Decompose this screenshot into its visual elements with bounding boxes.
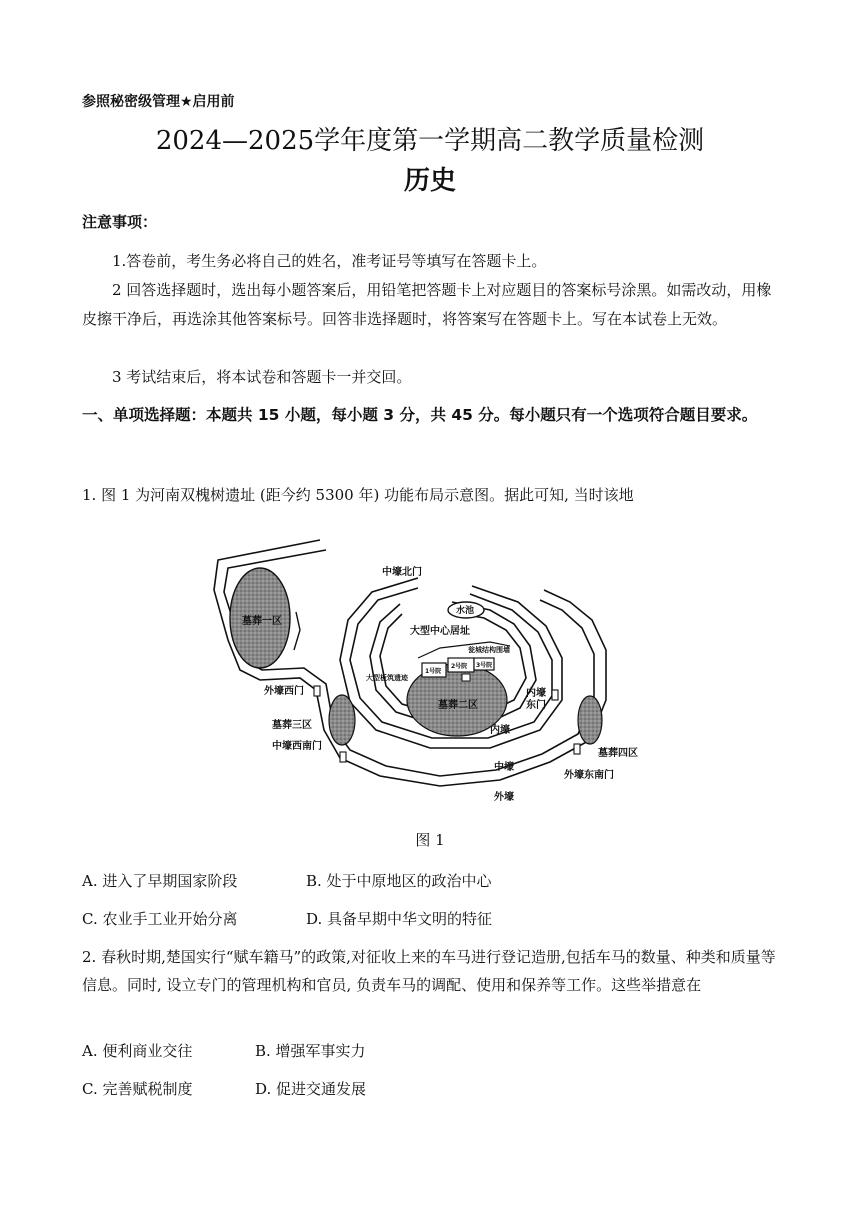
q1-option-a: A. 进入了早期国家阶段 <box>82 872 238 890</box>
q2-option-c: C. 完善赋税制度 <box>82 1080 193 1098</box>
label-cemetery-1: 墓葬一区 <box>242 616 282 627</box>
notice-item-1: 1.答卷前，考生务必将自己的姓名，准考证号等填写在答题卡上。 <box>112 252 547 270</box>
label-middle-sw-gate: 中壕西南门 <box>272 741 322 752</box>
secret-mark: 参照秘密级管理★启用前 <box>82 94 235 110</box>
label-board-site: 大型板筑遗迹 <box>366 674 408 682</box>
label-pool: 水池 <box>456 606 475 616</box>
label-outer-west-gate: 外壕西门 <box>264 686 304 697</box>
label-yard-3: 3号院 <box>476 662 493 669</box>
label-middle-moat: 中壕 <box>494 762 514 773</box>
q2-option-d: D. 促进交通发展 <box>255 1080 367 1098</box>
notice-heading: 注意事项： <box>82 213 158 231</box>
label-yard-1: 1号院 <box>425 668 442 675</box>
subject-title: 历史 <box>403 166 456 196</box>
label-cemetery-2: 墓葬二区 <box>438 700 478 711</box>
q1-option-d: D. 具备早期中华文明的特征 <box>306 910 493 928</box>
label-inner-moat: 内壕 <box>490 725 510 736</box>
notice-item-3: 3 考试结束后，将本试卷和答题卡一并交回。 <box>112 368 412 386</box>
q1-option-b: B. 处于中原地区的政治中心 <box>306 872 492 890</box>
label-inner-east-gate-1: 内壕 <box>526 688 546 699</box>
site-layout-map <box>200 530 638 820</box>
cemetery-4-area <box>578 696 602 744</box>
exam-title: 2024—2025学年度第一学期高二教学质量检测 <box>155 126 705 156</box>
question-1-stem: 1. 图 1 为河南双槐树遗址 (距今约 5300 年) 功能布局示意图。据此可知, 当时该地 <box>82 486 634 504</box>
label-residence: 大型中心居址 <box>410 626 470 637</box>
label-cemetery-4: 墓葬四区 <box>598 748 638 759</box>
label-outer-moat: 外壕 <box>494 792 514 803</box>
label-yard-2: 2号院 <box>451 663 468 670</box>
label-cemetery-3: 墓葬三区 <box>272 720 312 731</box>
label-north-gate: 中壕北门 <box>382 567 422 578</box>
label-wall: 瓮城结构围墙 <box>468 646 510 654</box>
label-outer-se-gate: 外壕东南门 <box>564 770 614 781</box>
section-heading: 一、单项选择题：本题共 15 小题，每小题 3 分，共 45 分。每小题只有一个选项符合题目要求。 <box>82 406 758 424</box>
question-2-stem: 2. 春秋时期,楚国实行“赋车籍马”的政策,对征收上来的车马进行登记造册,包括车马的数量、种类和质量等信息。同时, 设立专门的管理机构和官员, 负责车马的调配、使用和保养等工作。这些举措意在 <box>82 948 776 994</box>
q2-option-b: B. 增强军事实力 <box>255 1042 366 1060</box>
q1-option-c: C. 农业手工业开始分离 <box>82 910 238 928</box>
figure-1-caption: 图 1 <box>415 831 445 849</box>
q2-option-a: A. 便利商业交往 <box>82 1042 193 1060</box>
cemetery-3-area <box>329 695 355 745</box>
notice-item-2: 2 回答选择题时，选出每小题答案后，用铅笔把答题卡上对应题目的答案标号涂黑。如需改动，用橡皮擦干净后，再选涂其他答案标号。回答非选择题时，将答案写在答题卡上。写在本试卷上无效。 <box>82 281 772 328</box>
label-inner-east-gate-2: 东门 <box>526 700 546 711</box>
